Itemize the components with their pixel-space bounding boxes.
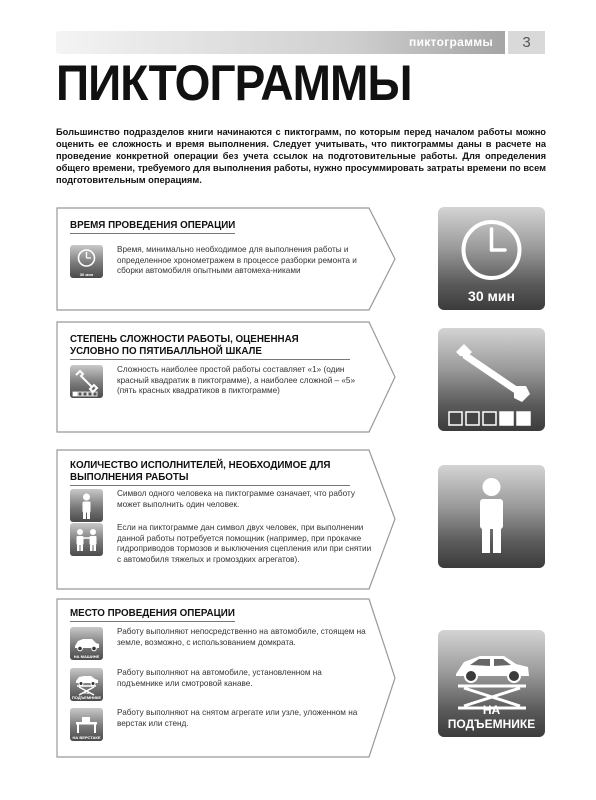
intro-paragraph: Большинство подразделов книги начинаются с пиктограмм, по которым перед началом работы можно оценить ее сложность и время выполнения. Следует учитывать, что пиктограммы даны в расчете на проведение конкретной операции без учета ссылок на подготовительные работы. Для определения общего времени, требуемого для выполнения работы, нужно просуммировать затраты времени по всем подготовительным операциям. [56, 127, 546, 185]
row-text: Сложность наиболее простой работы составляет «1» (один красный квадратик в пиктограмме), а наиболее сложной – «5» (пять красных квадратиков в пиктограмме) [117, 365, 356, 395]
car-on-lift-icon [70, 668, 103, 701]
section-title: СТЕПЕНЬ СЛОЖНОСТИ РАБОТЫ, ОЦЕНЕННАЯ УСЛОВНО ПО ПЯТИБАЛЛЬНОЙ ШКАЛЕ [70, 334, 350, 360]
header-label: пиктограммы [409, 35, 493, 49]
row-text: Если на пиктограмме дан символ двух человек, при выполнении данной работы потребуется помощник (например, при прокачке гидроприводов тормозов и выключения сцепления или при снятии с автомобиля тяжелых и громоздких агрегатов). [117, 523, 372, 564]
row-time [70, 245, 386, 278]
thumb-caption: НА ВЕРСТАКЕ [72, 735, 101, 740]
workbench-icon [70, 708, 103, 741]
big-icon-caption: НА ПОДЪЕМНИКЕ [447, 703, 536, 731]
header-bar [56, 31, 545, 54]
row-complexity [70, 365, 386, 398]
row-text: Символ одного человека на пиктограмме означает, что работу может выполнить один человек. [117, 489, 355, 509]
person-icon [70, 489, 103, 522]
big-icon-caption: 30 мин [468, 288, 515, 304]
thumb-caption: НА МАШИНЕ [73, 654, 100, 659]
two-persons-icon [70, 523, 103, 556]
section-title: КОЛИЧЕСТВО ИСПОЛНИТЕЛЕЙ, НЕОБХОДИМОЕ ДЛЯ ВЫПОЛНЕНИЯ РАБОТЫ [70, 460, 350, 486]
big-person-icon [438, 465, 545, 568]
section-time [56, 207, 396, 311]
clock-icon [70, 245, 103, 278]
row-one-person [70, 489, 386, 522]
section-title: ВРЕМЯ ПРОВЕДЕНИЯ ОПЕРАЦИИ [70, 220, 235, 234]
big-car-on-lift-icon [438, 630, 545, 737]
row-on-bench [70, 708, 386, 741]
section-place [56, 598, 396, 758]
row-two-persons [70, 523, 386, 565]
page-number: 3 [505, 31, 545, 54]
wrench-icon [70, 365, 103, 398]
big-wrench-icon [438, 328, 545, 431]
row-text: Работу выполняют на автомобиле, установленном на подъемнике или смотровой канаве. [117, 668, 322, 688]
section-workers [56, 449, 396, 590]
row-on-lift [70, 668, 386, 701]
row-text: Время, минимально необходимое для выполнения работы и определенное хронометражем в процессе разборки ремонта и сборки автомобиля опытными автомеха-никами [117, 245, 357, 275]
thumb-caption: 30 мин [79, 272, 94, 277]
section-complexity [56, 321, 396, 433]
row-on-car [70, 627, 386, 660]
page-title: ПИКТОГРАММЫ [56, 55, 412, 111]
row-text: Работу выполняют непосредственно на автомобиле, стоящем на земле, возможно, с использованием домкрата. [117, 627, 366, 647]
section-title: МЕСТО ПРОВЕДЕНИЯ ОПЕРАЦИИ [70, 608, 235, 622]
thumb-caption: НА ПОДЪЕМНИКЕ [71, 690, 102, 700]
big-clock-icon [438, 207, 545, 310]
row-text: Работу выполняют на снятом агрегате или узле, уложенном на верстак или стенд. [117, 708, 358, 728]
car-icon [70, 627, 103, 660]
